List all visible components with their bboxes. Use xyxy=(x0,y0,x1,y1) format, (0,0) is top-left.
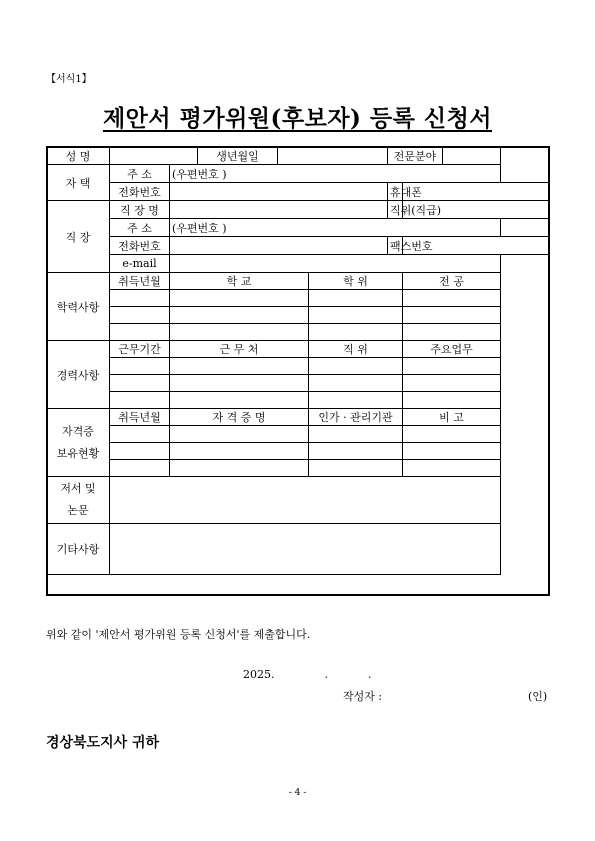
work-section-label: 직 장 xyxy=(47,201,110,273)
table-cell[interactable] xyxy=(403,443,501,460)
home-address-label: 주 소 xyxy=(110,165,170,183)
table-cell[interactable] xyxy=(110,324,170,341)
table-cell[interactable] xyxy=(110,307,170,324)
specialty-input-cell[interactable] xyxy=(443,147,501,165)
table-cell[interactable] xyxy=(110,392,170,409)
table-cell[interactable] xyxy=(309,324,403,341)
education-section-label: 학력사항 xyxy=(47,273,110,341)
name-label: 성 명 xyxy=(47,147,110,165)
work-address-input-cell[interactable]: (우편번호 ) xyxy=(170,219,501,237)
home-section-label: 자 택 xyxy=(47,165,110,201)
career-section-label: 경력사항 xyxy=(47,341,110,409)
table-cell[interactable] xyxy=(170,375,309,392)
table-cell[interactable] xyxy=(403,375,501,392)
career-header-workplace: 근 무 처 xyxy=(170,341,309,358)
birth-date-label: 생년월일 xyxy=(198,147,278,165)
home-phone-input-cell[interactable] xyxy=(170,183,388,201)
seal-label: (인) xyxy=(528,690,548,703)
date-month-dot: . xyxy=(324,668,328,681)
education-header-school: 학 교 xyxy=(170,273,309,290)
workplace-input-cell[interactable] xyxy=(170,201,388,219)
table-cell[interactable] xyxy=(309,290,403,307)
cert-header-name: 자 격 증 명 xyxy=(170,409,309,426)
table-cell[interactable] xyxy=(403,307,501,324)
cert-header-note: 비 고 xyxy=(403,409,501,426)
cert-header-date: 취득년월 xyxy=(110,409,170,426)
table-cell[interactable] xyxy=(403,426,501,443)
table-cell[interactable] xyxy=(309,426,403,443)
home-phone-label: 전화번호 xyxy=(110,183,170,201)
publications-input-cell[interactable] xyxy=(110,477,501,524)
table-cell[interactable] xyxy=(170,392,309,409)
table-cell[interactable] xyxy=(110,375,170,392)
table-cell[interactable] xyxy=(309,307,403,324)
work-phone-label: 전화번호 xyxy=(110,237,170,255)
table-cell[interactable] xyxy=(170,307,309,324)
certificates-section-label xyxy=(47,409,110,477)
table-cell[interactable] xyxy=(170,460,309,477)
mobile-label: 휴대폰 xyxy=(388,183,403,201)
table-cell[interactable] xyxy=(309,460,403,477)
table-cell[interactable] xyxy=(170,358,309,375)
cert-header-issuer: 인가 · 관리기관 xyxy=(309,409,403,426)
publications-label-line1: 저서 및 xyxy=(60,482,96,495)
education-header-major: 전 공 xyxy=(403,273,501,290)
position-label: 직위(직급) xyxy=(388,201,403,219)
form-number-label: 【서식1】 xyxy=(46,74,92,85)
other-input-cell[interactable] xyxy=(110,524,501,575)
other-section-label: 기타사항 xyxy=(47,524,110,575)
submission-statement: 위와 같이 '제안서 평가위원 등록 신청서'를 제출합니다. xyxy=(46,628,311,641)
table-cell[interactable] xyxy=(403,392,501,409)
career-header-position: 직 위 xyxy=(309,341,403,358)
career-header-period: 근무기간 xyxy=(110,341,170,358)
table-cell[interactable] xyxy=(403,290,501,307)
table-cell[interactable] xyxy=(170,443,309,460)
fax-label: 팩스번호 xyxy=(388,237,403,255)
certificates-label-line1: 자격증 xyxy=(62,424,94,438)
email-input-cell[interactable] xyxy=(170,255,501,273)
date-day-dot: . xyxy=(368,668,372,681)
birth-date-input-cell[interactable] xyxy=(278,147,388,165)
table-cell[interactable] xyxy=(110,290,170,307)
publications-section-label xyxy=(47,477,110,524)
date-line xyxy=(243,668,372,681)
work-phone-input-cell[interactable] xyxy=(170,237,388,255)
table-cell[interactable] xyxy=(110,426,170,443)
certificates-label-line2: 보유현황 xyxy=(56,446,100,460)
table-cell[interactable] xyxy=(309,358,403,375)
table-cell[interactable] xyxy=(403,358,501,375)
date-year: 2025. xyxy=(243,668,275,681)
page-number: - 4 - xyxy=(288,788,307,798)
table-cell[interactable] xyxy=(170,324,309,341)
email-label: e-mail xyxy=(110,255,170,273)
workplace-label: 직 장 명 xyxy=(110,201,170,219)
home-address-input-cell[interactable]: (우편번호 ) xyxy=(170,165,501,183)
table-cell[interactable] xyxy=(309,392,403,409)
application-form-table xyxy=(46,146,550,575)
career-header-duties: 주요업무 xyxy=(403,341,501,358)
page-title: 제안서 평가위원(후보자) 등록 신청서 xyxy=(102,105,493,132)
mobile-input-cell[interactable] xyxy=(403,183,550,201)
table-cell[interactable] xyxy=(170,426,309,443)
work-address-label: 주 소 xyxy=(110,219,170,237)
table-cell[interactable] xyxy=(110,443,170,460)
table-cell[interactable] xyxy=(309,443,403,460)
table-cell[interactable] xyxy=(309,375,403,392)
publications-label-line2: 논문 xyxy=(67,504,89,517)
table-cell[interactable] xyxy=(170,290,309,307)
table-cell[interactable] xyxy=(110,358,170,375)
education-header-degree: 학 위 xyxy=(309,273,403,290)
recipient-label: 경상북도지사 귀하 xyxy=(46,735,160,751)
table-cell[interactable] xyxy=(110,460,170,477)
name-input-cell[interactable] xyxy=(110,147,198,165)
table-cell[interactable] xyxy=(403,324,501,341)
writer-label: 작성자 : xyxy=(343,690,383,703)
table-cell[interactable] xyxy=(403,460,501,477)
specialty-label: 전문분야 xyxy=(388,147,443,165)
education-header-date: 취득년월 xyxy=(110,273,170,290)
